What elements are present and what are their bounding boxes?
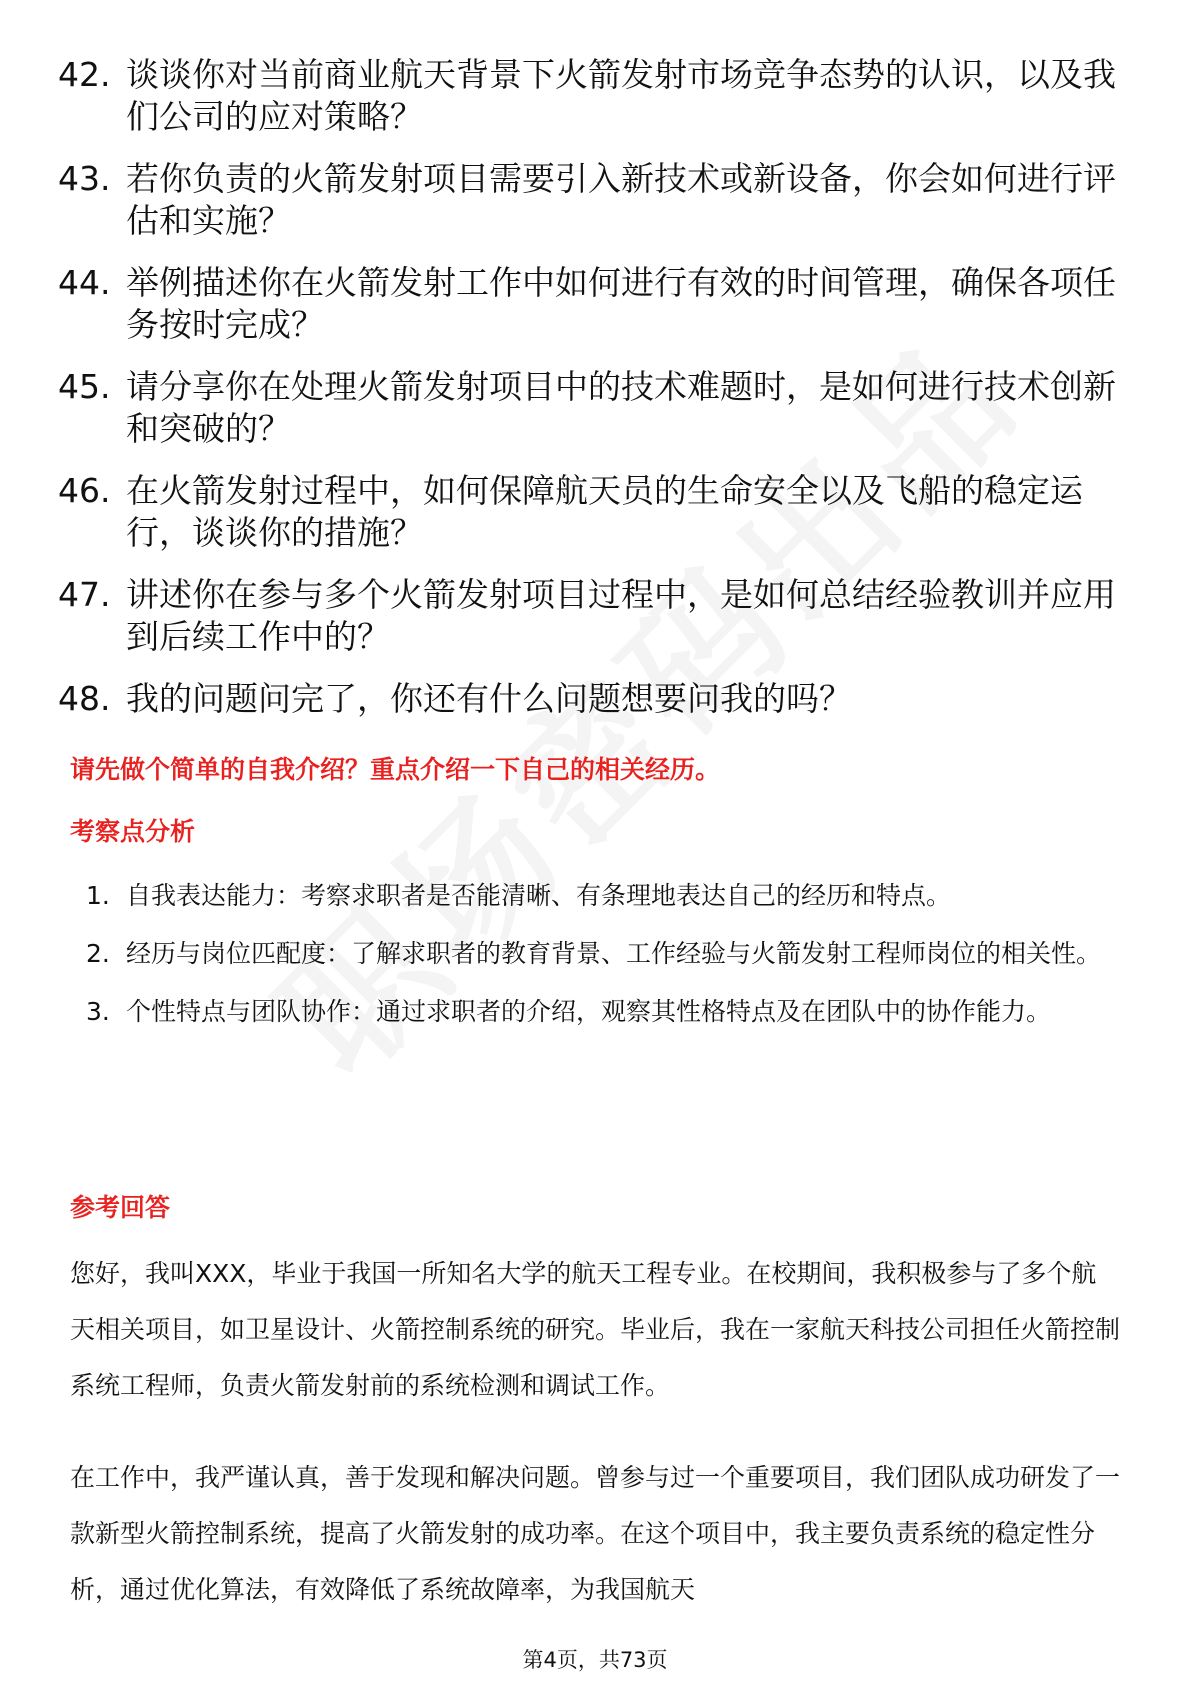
answer-paragraph: 在工作中，我严谨认真，善于发现和解决问题。曾参与过一个重要项目，我们团队成功研发了一款新型火箭控制系统，提高了火箭发射的成功率。在这个项目中，我主要负责系统的稳定性分析，通过优化算法，有效降低了系统故障率，为我国航天 — [70, 1463, 1121, 1604]
analysis-number: 3. — [86, 997, 110, 1026]
list-item — [80, 868, 1120, 924]
question-number: 45. — [58, 367, 111, 406]
list-item — [58, 262, 1118, 346]
analysis-list — [80, 868, 1120, 1042]
list-item — [58, 678, 1118, 720]
question-text: 讲述你在参与多个火箭发射项目过程中，是如何总结经验教训并应用到后续工作中的？ — [126, 575, 1116, 656]
list-item — [58, 366, 1118, 450]
page-footer: 第4页，共73页 — [522, 1648, 668, 1672]
question-text: 谈谈你对当前商业航天背景下火箭发射市场竞争态势的认识，以及我们公司的应对策略？ — [126, 55, 1116, 136]
question-number: 47. — [58, 575, 111, 614]
list-item — [58, 54, 1118, 138]
answer-paragraph: 您好，我叫XXX，毕业于我国一所知名大学的航天工程专业。在校期间，我积极参与了多个航天相关项目，如卫星设计、火箭控制系统的研究。毕业后，我在一家航天科技公司担任火箭控制系统工程师，负责火箭发射前的系统检测和调试工作。 — [70, 1259, 1121, 1400]
question-number: 46. — [58, 471, 111, 510]
question-text: 请分享你在处理火箭发射项目中的技术难题时，是如何进行技术创新和突破的？ — [126, 367, 1116, 448]
list-item — [58, 574, 1118, 658]
question-number: 43. — [58, 159, 111, 198]
list-item — [80, 984, 1120, 1040]
list-item — [58, 158, 1118, 242]
analysis-heading: 考察点分析 — [70, 817, 196, 846]
analysis-text: 个性特点与团队协作：通过求职者的介绍，观察其性格特点及在团队中的协作能力。 — [126, 997, 1052, 1026]
question-number: 44. — [58, 263, 111, 302]
answer-heading: 参考回答 — [70, 1193, 171, 1222]
analysis-text: 自我表达能力：考察求职者是否能清晰、有条理地表达自己的经历和特点。 — [126, 881, 952, 910]
analysis-text: 经历与岗位匹配度：了解求职者的教育背景、工作经验与火箭发射工程师岗位的相关性。 — [126, 939, 1102, 968]
question-text: 我的问题问完了，你还有什么问题想要问我的吗？ — [126, 679, 852, 718]
analysis-number: 2. — [86, 939, 110, 968]
list-item — [58, 470, 1118, 554]
analysis-number: 1. — [86, 881, 110, 910]
question-text: 若你负责的火箭发射项目需要引入新技术或新设备，你会如何进行评估和实施？ — [126, 159, 1116, 240]
question-number: 48. — [58, 679, 111, 718]
highlight-question: 请先做个简单的自我介绍？重点介绍一下自己的相关经历。 — [70, 755, 721, 784]
question-number: 42. — [58, 55, 111, 94]
list-item — [80, 926, 1120, 982]
question-list — [58, 54, 1118, 740]
question-text: 举例描述你在火箭发射工作中如何进行有效的时间管理，确保各项任务按时完成？ — [126, 263, 1116, 344]
question-text: 在火箭发射过程中，如何保障航天员的生命安全以及飞船的稳定运行，谈谈你的措施？ — [126, 471, 1083, 552]
